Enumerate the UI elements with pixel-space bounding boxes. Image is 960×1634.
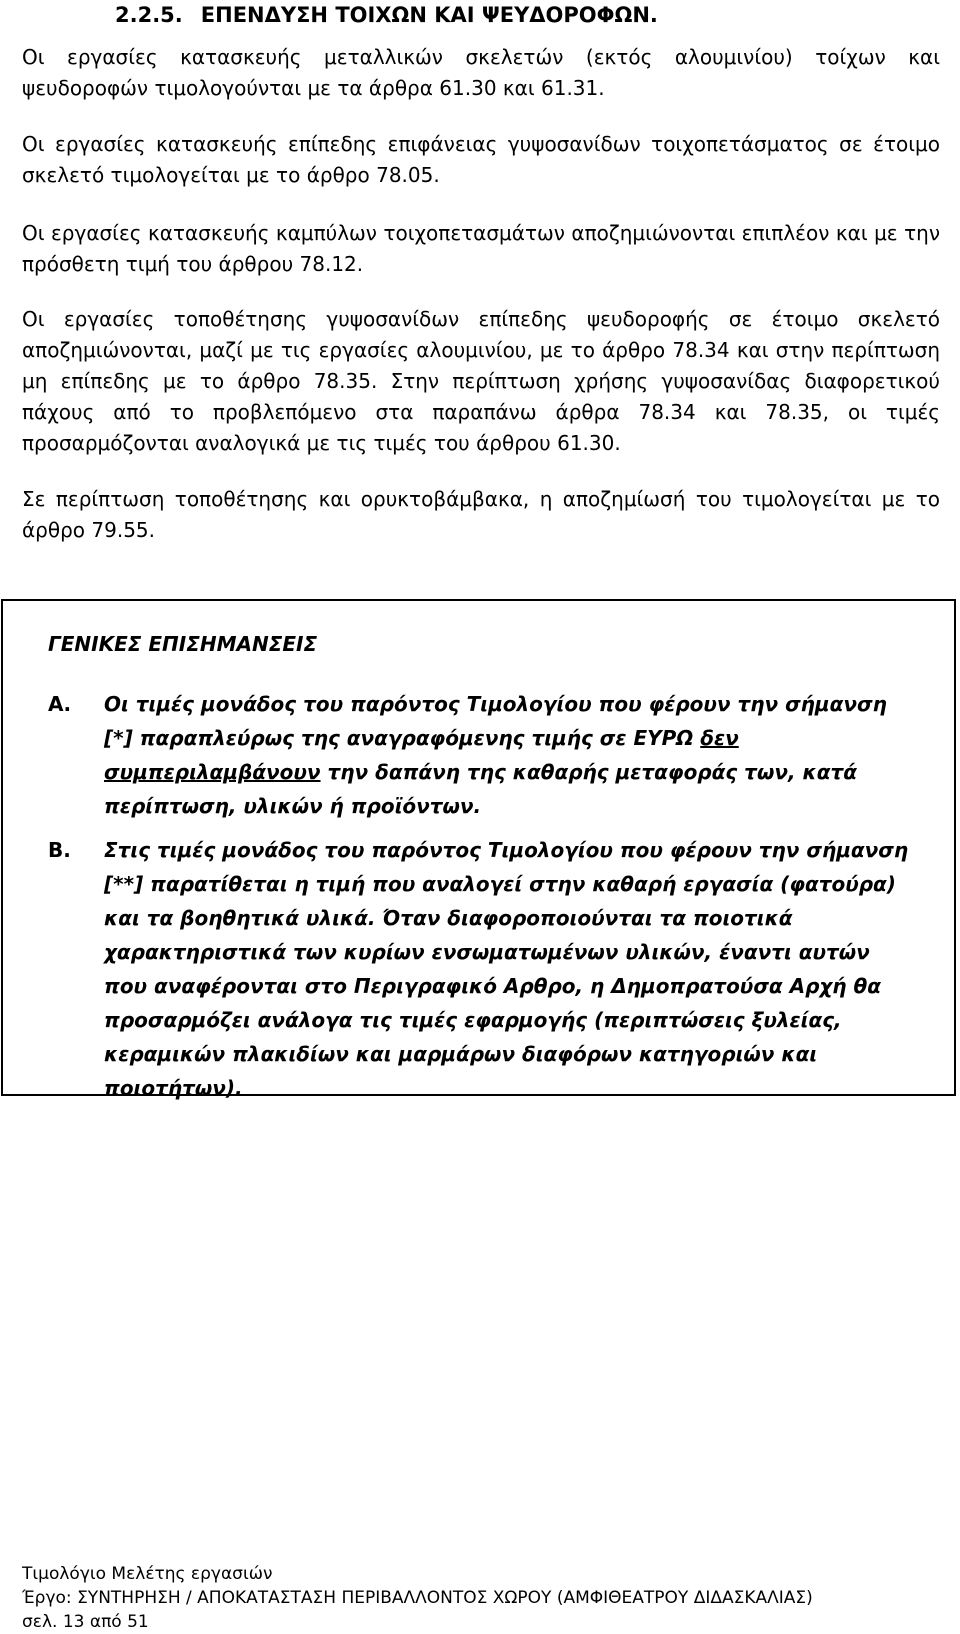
footer-document-title: Τιμολόγιο Μελέτης εργασιών [22,1564,273,1584]
general-notes-title: ΓΕΝΙΚΕΣ ΕΠΙΣΗΜΑΝΣΕΙΣ [48,632,318,656]
section-title: ΕΠΕΝΔΥΣΗ ΤΟΙΧΩΝ ΚΑΙ ΨΕΥΔΟΡΟΦΩΝ. [200,3,658,27]
note-b-letter: Β. [48,838,71,862]
paragraph-metal-frames: Οι εργασίες κατασκευής μεταλλικών σκελετών (εκτός αλουμινίου) τοίχων και ψευδοροφών τιμολογούνται με τα άρθρα 61.30 και 61.31. [22,45,940,100]
paragraph-plasterboard-wall: Οι εργασίες κατασκευής επίπεδης επιφάνειας γυψοσανίδων τοιχοπετάσματος σε έτοιμο σκελετό τιμολογείται με το άρθρο 78.05. [22,132,940,187]
note-a-emphasis: δεν συμπεριλαμβάνουν [104,726,739,784]
footer-page-number: σελ. 13 από 51 [22,1612,149,1632]
note-a-text-start: Οι τιμές μονάδος του παρόντος Τιμολογίου που φέρουν την σήμανση [*] παραπλεύρως της αναγραφόμενης τιμής σε ΕΥΡΩ [104,692,887,750]
footer-project: Έργο: ΣΥΝΤΗΡΗΣΗ / ΑΠΟΚΑΤΑΣΤΑΣΗ ΠΕΡΙΒΑΛΛΟΝΤΟΣ ΧΩΡΟΥ (ΑΜΦΙΘΕΑΤΡΟΥ ΔΙΔΑΣΚΑΛΙΑΣ) [22,1588,813,1608]
note-a-text-end: την δαπάνη της καθαρής μεταφοράς των, κατά περίπτωση, υλικών ή προϊόντων. [104,760,857,818]
note-b-text: Στις τιμές μονάδος του παρόντος Τιμολογίου που φέρουν την σήμανση [**] παρατίθεται η τιμή που αναλογεί στην καθαρή εργασία (φατούρα) και τα βοηθητικά υλικά. Όταν διαφοροποιούνται τα ποιοτικά χαρακτηριστικά των κυρίων ενσωματωμένων υλικών, έναντι αυτών που αναφέρονται στο Περιγραφικό Αρθρο, η Δημοπρατούσα Αρχή θα προσαρμόζει ανάλογα τις τιμές εφαρμογής (περιπτώσεις ξυλείας, κεραμικών πλακιδίων και μαρμάρων διαφόρων κατηγοριών και ποιοτήτων). [104,838,909,1100]
note-a-text [104,687,914,823]
note-a-letter: Α. [48,692,72,716]
section-heading [115,2,658,28]
section-number: 2.2.5. [115,3,183,27]
paragraph-suspended-ceiling: Οι εργασίες τοποθέτησης γυψοσανίδων επίπεδης ψευδοροφής σε έτοιμο σκελετό αποζημιώνονται, μαζί με τις εργασίες αλουμινίου, με το άρθρο 78.34 και στην περίπτωση μη επίπεδης με το άρθρο 78.35. Στην περίπτωση χρήσης γυψοσανίδας διαφορετικού πάχους από το προβλεπόμενο στα παραπάνω άρθρα 78.34 και 78.35, οι τιμές προσαρμόζονται αναλογικά με τις τιμές του άρθρου 61.30. [22,307,940,455]
paragraph-mineral-wool: Σε περίπτωση τοποθέτησης και ορυκτοβάμβακα, η αποζημίωσή του τιμολογείται με το άρθρο 79.55. [22,487,940,542]
paragraph-curved-partitions: Οι εργασίες κατασκευής καμπύλων τοιχοπετασμάτων αποζημιώνονται επιπλέον και με την πρόσθετη τιμή του άρθρου 78.12. [22,221,940,276]
